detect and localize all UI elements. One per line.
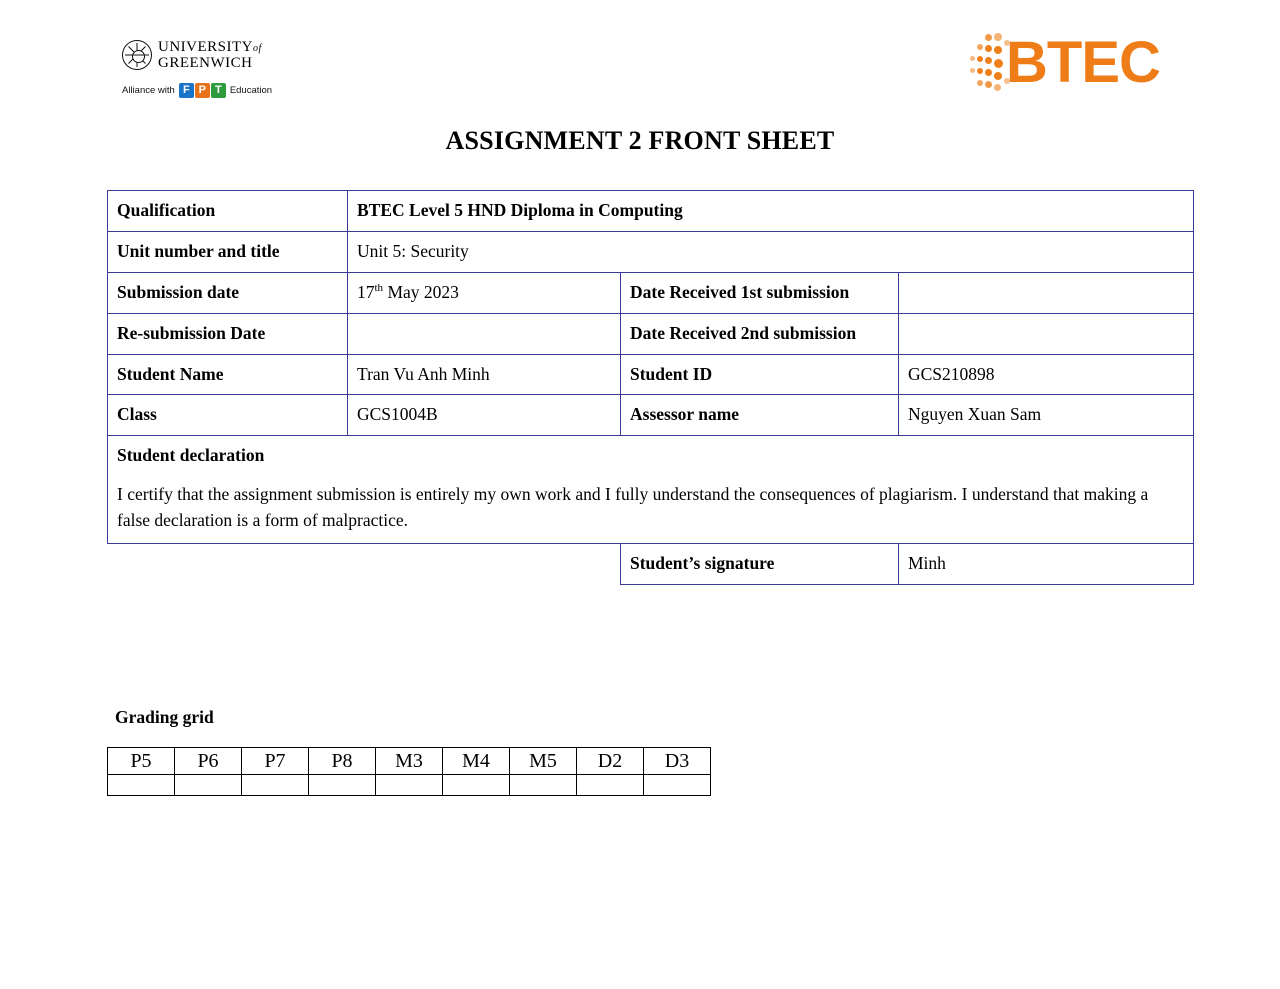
submission-date-label: Submission date bbox=[108, 272, 348, 313]
signature-value: Minh bbox=[899, 543, 1194, 584]
grading-col-p8: P8 bbox=[309, 748, 376, 775]
declaration-heading: Student declaration bbox=[117, 445, 265, 466]
grading-value-p6[interactable] bbox=[175, 775, 242, 796]
date-received-1-label: Date Received 1st submission bbox=[621, 272, 899, 313]
table-row-unit bbox=[108, 231, 1194, 272]
table-row-class bbox=[108, 395, 1194, 436]
student-id-label: Student ID bbox=[621, 354, 899, 395]
grading-grid-header-row bbox=[108, 748, 711, 775]
assessor-label: Assessor name bbox=[621, 395, 899, 436]
grading-value-m4[interactable] bbox=[443, 775, 510, 796]
class-value: GCS1004B bbox=[348, 395, 621, 436]
front-sheet-table bbox=[107, 190, 1194, 585]
grading-value-m5[interactable] bbox=[510, 775, 577, 796]
submission-date-value bbox=[348, 272, 621, 313]
fpt-letter-p: P bbox=[195, 83, 210, 98]
grading-col-d2: D2 bbox=[577, 748, 644, 775]
student-id-value: GCS210898 bbox=[899, 354, 1194, 395]
btec-logo bbox=[968, 26, 1168, 102]
table-row-resubmission-date bbox=[108, 313, 1194, 354]
university-logo-of: of bbox=[253, 42, 262, 54]
university-logo-line2: GREENWICH bbox=[158, 54, 253, 71]
assessor-value: Nguyen Xuan Sam bbox=[899, 395, 1194, 436]
unit-value: Unit 5: Security bbox=[348, 231, 1194, 272]
grading-grid-value-row bbox=[108, 775, 711, 796]
table-row-declaration bbox=[108, 436, 1194, 543]
resubmission-date-label: Re-submission Date bbox=[108, 313, 348, 354]
submission-date-ordinal: th bbox=[374, 281, 384, 294]
student-declaration-cell bbox=[108, 436, 1194, 543]
qualification-label: Qualification bbox=[108, 191, 348, 232]
grading-value-p5[interactable] bbox=[108, 775, 175, 796]
btec-wordmark: BTEC bbox=[1006, 30, 1160, 95]
grading-grid-table bbox=[107, 747, 711, 796]
grading-col-m3: M3 bbox=[376, 748, 443, 775]
page-title: ASSIGNMENT 2 FRONT SHEET bbox=[445, 126, 835, 155]
alliance-label: Alliance with bbox=[122, 84, 175, 96]
table-row-submission-date bbox=[108, 272, 1194, 313]
grading-col-d3: D3 bbox=[644, 748, 711, 775]
student-name-value: Tran Vu Anh Minh bbox=[348, 354, 621, 395]
table-row-qualification bbox=[108, 191, 1194, 232]
grading-col-p6: P6 bbox=[175, 748, 242, 775]
university-logo-line1: UNIVERSITY bbox=[158, 38, 253, 55]
fpt-letter-f: F bbox=[179, 83, 194, 98]
grading-col-m5: M5 bbox=[510, 748, 577, 775]
grading-col-p7: P7 bbox=[242, 748, 309, 775]
fpt-alliance-logo bbox=[122, 81, 272, 99]
fpt-logo bbox=[179, 83, 272, 98]
fpt-letter-t: T bbox=[211, 83, 226, 98]
grading-value-p7[interactable] bbox=[242, 775, 309, 796]
grading-value-d2[interactable] bbox=[577, 775, 644, 796]
university-of-greenwich-logo bbox=[122, 32, 322, 78]
fpt-education-label: Education bbox=[229, 84, 273, 96]
signature-label: Student’s signature bbox=[621, 543, 899, 584]
university-logo-text bbox=[158, 40, 262, 71]
document-header bbox=[0, 26, 1280, 116]
greenwich-seal-icon bbox=[122, 40, 152, 70]
date-received-1-value[interactable] bbox=[899, 272, 1194, 313]
submission-date-rest: May 2023 bbox=[383, 281, 459, 302]
table-row-signature bbox=[108, 543, 1194, 584]
grading-value-m3[interactable] bbox=[376, 775, 443, 796]
submission-date-day: 17 bbox=[357, 281, 375, 302]
grading-value-d3[interactable] bbox=[644, 775, 711, 796]
grading-grid-label: Grading grid bbox=[115, 707, 214, 727]
resubmission-date-value[interactable] bbox=[348, 313, 621, 354]
grading-value-p8[interactable] bbox=[309, 775, 376, 796]
grading-col-p5: P5 bbox=[108, 748, 175, 775]
student-name-label: Student Name bbox=[108, 354, 348, 395]
declaration-body: I certify that the assignment submission is entirely my own work and I fully understand the consequences of plagiarism. I understand that making a false declaration is a form of malpractice. bbox=[117, 484, 1149, 531]
unit-label: Unit number and title bbox=[108, 231, 348, 272]
date-received-2-value[interactable] bbox=[899, 313, 1194, 354]
date-received-2-label: Date Received 2nd submission bbox=[621, 313, 899, 354]
class-label: Class bbox=[108, 395, 348, 436]
table-row-student-name bbox=[108, 354, 1194, 395]
qualification-value: BTEC Level 5 HND Diploma in Computing bbox=[348, 191, 1194, 232]
signature-spacer-right bbox=[348, 543, 621, 584]
grading-col-m4: M4 bbox=[443, 748, 510, 775]
signature-spacer-left bbox=[108, 543, 348, 584]
